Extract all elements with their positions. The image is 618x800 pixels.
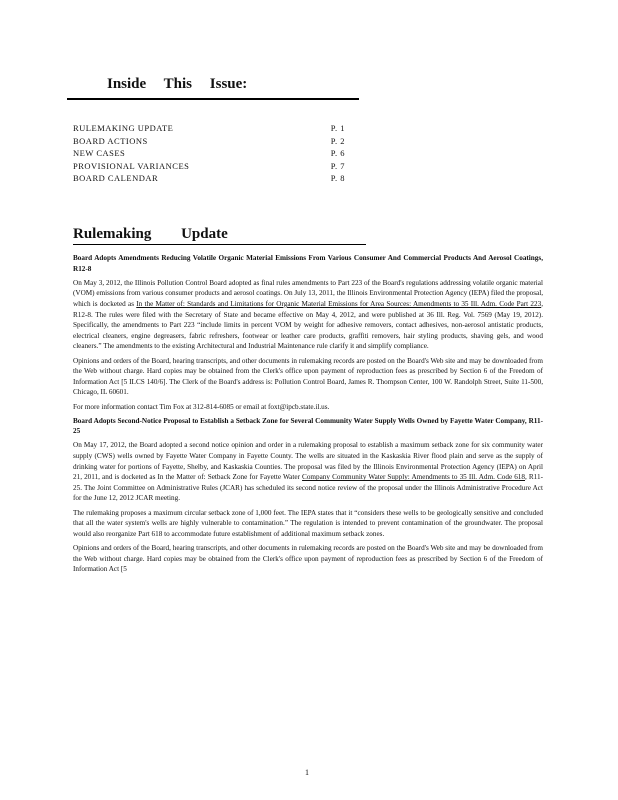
paragraph-text: On May 3, 2012, the Illinois Pollution Control Board adopted as final rules amendments to Part 223 of the Board's regulations addressing volatile organic material (VOM) emissions from various consumer products and aerosol coatings. On July 13, 2011, the Illinois Environmental Protection Agency (IEPA) filed the proposal, which is docketed as bbox=[73, 278, 543, 308]
docket-title-link[interactable]: In the Matter of: Standards and Limitations for Organic Material Emissions for Area Sources: Amendments to 35 Ill. Adm. Code Part 223 bbox=[136, 299, 542, 308]
toc-item-label: BOARD CALENDAR bbox=[73, 173, 159, 183]
toc-item-label: RULEMAKING UPDATE bbox=[73, 123, 174, 133]
toc-item-page: P. 2 bbox=[330, 135, 345, 146]
section-divider bbox=[73, 244, 366, 245]
contact-line: For more information contact Tim Fox at 312-814-6085 or email at foxt@ipcb.state.il.us. bbox=[73, 402, 330, 411]
article-paragraph: Opinions and orders of the Board, hearing transcripts, and other documents in rulemaking records are posted on the Board's Web site and may be downloaded from the Web without charge. Hard copies may be obtained from the Clerk's office upon payment of reproduction fees as prescribed by Section 6 of the Freedom of Information Act [5 bbox=[73, 544, 543, 574]
toc-item[interactable] bbox=[73, 122, 345, 135]
inside-this-issue-title: Inside This Issue: bbox=[107, 76, 248, 92]
paragraph-text: , R11-25. The Joint Committee on Administrative Rules (JCAR) has scheduled its second notice review of the proposal under the Illinois Administrative Procedure Act for the June 12, 2012 JCAR meeting. bbox=[73, 473, 543, 503]
table-of-contents bbox=[73, 122, 345, 185]
toc-item-page: P. 8 bbox=[330, 173, 345, 183]
article-heading: Board Adopts Second-Notice Proposal to Establish a Setback Zone for Several Community Water Supply Wells Owned by Fayette Water Company, R11-25 bbox=[73, 416, 543, 436]
toc-item-page: P. 6 bbox=[330, 148, 345, 158]
article-paragraph bbox=[73, 278, 543, 352]
toc-item[interactable] bbox=[73, 135, 345, 148]
article-paragraph: The rulemaking proposes a maximum circular setback zone of 1,000 feet. The IEPA states that it “considers these wells to be geologically sensitive and concluded that all the water system's wells are highly vulnerable to contamination.” The regulation is intended to prevent contamination of the groundwater. The proposal would also reorganize Part 618 to accommodate future establishment of additional maximum setback zones. bbox=[73, 508, 543, 538]
toc-item[interactable] bbox=[73, 160, 345, 173]
section-title: Rulemaking Update bbox=[73, 226, 228, 242]
toc-item[interactable] bbox=[73, 172, 345, 185]
toc-item-label: NEW CASES bbox=[73, 148, 126, 158]
toc-item[interactable] bbox=[73, 147, 345, 160]
article-paragraph bbox=[73, 440, 543, 504]
paragraph-text: , R12-8. The rules were filed with the Secretary of State and became effective on May 4, 2012, and were published at 36 Ill. Reg. Vol. 7569 (May 19, 2012). Specifically, the amendments to Part 223 “include limits in percent VOM by weight for adhesive removers, contact adhesives, non-aerosol antistatic products, electrical cleaners, engine degreasers, fabric refreshers, footwear or leather care products, graffiti removers, hair styling products, shaving gels, and wood cleaners.” The amendments to the existing Architectural and Industrial Maintenance rule clarify it and simplify compliance. bbox=[73, 299, 543, 351]
paragraph-text: On May 17, 2012, the Board adopted a second notice opinion and order in a rulemaking proposal to establish a maximum setback zone for six community water supply (CWS) wells owned by Fayette Water Company in Fayette County. The wells are situated in the Kaskaskia River flood plain and serve as the supply of drinking water for portions of Fayette, Shelby, and Kaskaskia Counties. The proposal was filed by the Illinois Environmental Protection Agency (IEPA) on April 21, 2011, and is docketed as In the Matter of: Setback Zone for Fayette Water bbox=[73, 441, 543, 482]
title-divider bbox=[67, 98, 359, 100]
docket-title-link[interactable]: Company Community Water Supply: Amendments to 35 Ill. Adm. Code 618 bbox=[302, 473, 525, 482]
toc-item-page: P. 7 bbox=[330, 160, 345, 171]
toc-item-label: BOARD ACTIONS bbox=[73, 135, 148, 146]
article-paragraph: Opinions and orders of the Board, hearing transcripts, and other documents in rulemaking records are posted on the Board's Web site and may be downloaded from the Web without charge. Hard copies may be obtained from the Clerk's office upon payment of reproduction fees as prescribed by Section 6 of the Freedom of Information Act [5 ILCS 140/6]. The Clerk of the Board's address is: Pollution Control Board, James R. Thompson Center, 100 W. Randolph Street, Suite 11-500, Chicago, IL 60601. bbox=[73, 356, 543, 397]
page-number: 1 bbox=[305, 768, 309, 777]
article-heading: Board Adopts Amendments Reducing Volatile Organic Material Emissions From Various Consumer And Commercial Products And Aerosol Coatings, R12-8 bbox=[73, 254, 543, 273]
article-content bbox=[73, 253, 543, 578]
toc-item-label: PROVISIONAL VARIANCES bbox=[73, 160, 190, 171]
toc-item-page: P. 1 bbox=[330, 123, 345, 133]
